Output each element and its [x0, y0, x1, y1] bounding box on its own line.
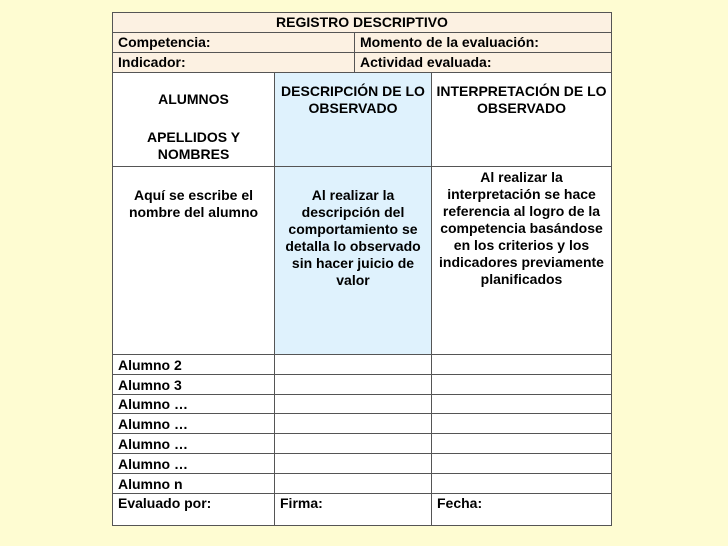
momento-evaluacion-label: Momento de la evaluación: — [355, 33, 611, 53]
student-row-name: Alumno … — [113, 454, 275, 474]
student-row-interpretacion[interactable] — [432, 454, 611, 474]
registro-descriptivo-form — [112, 12, 612, 526]
student-row-descripcion[interactable] — [275, 434, 432, 454]
actividad-evaluada-label: Actividad evaluada: — [355, 53, 611, 73]
student-row-descripcion[interactable] — [275, 395, 432, 414]
student-row-descripcion[interactable] — [275, 454, 432, 474]
student-row-descripcion[interactable] — [275, 474, 432, 494]
student-row-name: Alumno … — [113, 395, 275, 414]
apellidos-nombres-header: APELLIDOS Y NOMBRES — [113, 125, 275, 167]
firma-label: Firma: — [275, 494, 432, 525]
student-row-descripcion[interactable] — [275, 414, 432, 434]
student-row-descripcion[interactable] — [275, 375, 432, 395]
example-alumno-cell: Aquí se escribe el nombre del alumno — [113, 167, 275, 355]
descripcion-header: DESCRIPCIÓN DE LO OBSERVADO — [275, 73, 432, 167]
example-descripcion-cell: Al realizar la descripción del comportamiento se detalla lo observado sin hacer juicio de valor — [275, 167, 432, 355]
student-row-interpretacion[interactable] — [432, 414, 611, 434]
form-title: REGISTRO DESCRIPTIVO — [113, 13, 611, 33]
student-row-name: Alumno … — [113, 434, 275, 454]
student-row-interpretacion[interactable] — [432, 434, 611, 454]
competencia-label: Competencia: — [113, 33, 355, 53]
indicador-label: Indicador: — [113, 53, 355, 73]
evaluado-por-label: Evaluado por: — [113, 494, 275, 525]
student-row-interpretacion[interactable] — [432, 355, 611, 375]
student-row-interpretacion[interactable] — [432, 395, 611, 414]
student-row-interpretacion[interactable] — [432, 474, 611, 494]
student-row-name: Alumno 3 — [113, 375, 275, 395]
student-row-name: Alumno … — [113, 414, 275, 434]
interpretacion-header: INTERPRETACIÓN DE LO OBSERVADO — [432, 73, 611, 167]
student-row-interpretacion[interactable] — [432, 375, 611, 395]
alumnos-header: ALUMNOS — [113, 73, 275, 125]
student-row-name: Alumno n — [113, 474, 275, 494]
fecha-label: Fecha: — [437, 495, 483, 511]
example-interpretacion-cell: Al realizar la interpretación se hace referencia al logro de la competencia basándose en los criterios y los indicadores previamente planificados — [432, 167, 611, 355]
student-row-descripcion[interactable] — [275, 355, 432, 375]
student-row-name: Alumno 2 — [113, 355, 275, 375]
